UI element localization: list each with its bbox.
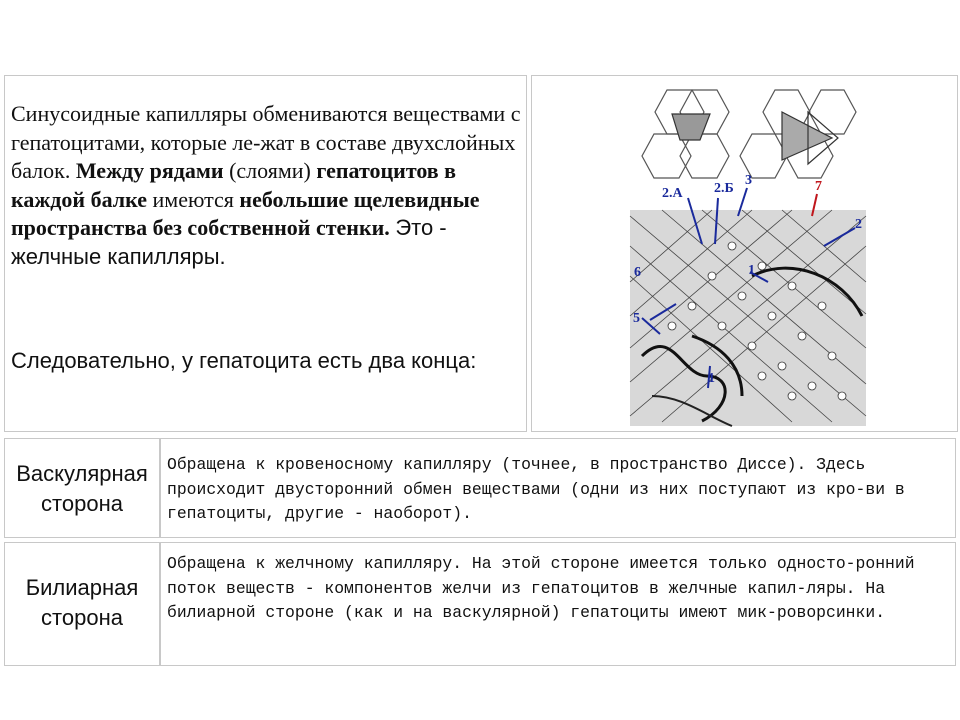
intro-text-d: имеются	[147, 186, 240, 212]
hexagon-diagram-left	[642, 90, 729, 178]
figure-label-2a: 2.А	[662, 186, 683, 201]
intro-bold-1: Между рядами	[75, 158, 224, 184]
figure-label-7: 7	[815, 179, 822, 194]
figure-label-6: 6	[634, 265, 641, 280]
figure-label-2b: 2.Б	[714, 181, 734, 196]
intro-text-c: (слоями)	[223, 158, 317, 184]
figure-label-5: 5	[633, 311, 640, 326]
figure-label-2: 2	[855, 217, 862, 232]
intro-text-e: Это - желчные капилляры.	[11, 215, 447, 269]
hexagon-diagram-right	[740, 90, 856, 178]
intro-text-a: Синусоидные капилляры обмениваются веществами с гепатоцитами, которые ле-жат в составе двухслойных балок.	[11, 101, 521, 184]
intro-paragraph	[11, 100, 526, 272]
intro-panel	[4, 75, 527, 432]
table-row-text-cell	[160, 438, 956, 538]
liver-lobule-figure	[531, 75, 958, 432]
histology-diagram	[532, 76, 957, 431]
biliary-side-label: Билиарная сторона	[25, 575, 139, 630]
table-row-label-cell	[4, 542, 160, 666]
table-row-text-cell	[160, 542, 956, 666]
table-row-label-cell	[4, 438, 160, 538]
intro-bold-3: небольшие щелевидные пространства без собственной стенки.	[11, 186, 480, 241]
vascular-side-description: Обращена к кровеносному капилляру (точнее, в пространство Диссе). Здесь происходит двусторонний обмен веществами (одни из них поступают из кро-ви в гепатоциты, другие - наоборот).	[167, 455, 905, 523]
figure-label-1-lower: 1	[708, 371, 715, 386]
intro-bold-2: гепатоцитов в каждой балке	[11, 158, 457, 212]
figure-label-3: 3	[745, 173, 752, 188]
biliary-side-description: Обращена к желчному капилляру. На этой стороне имеется только односто-ронний поток веществ - компонентов желчи из гепатоцитов в желчные капил-ляры. На билиарной стороне (как и на васкулярной) гепатоциты имеют мик-роворсинки.	[167, 554, 915, 622]
intro-conclusion: Следовательно, у гепатоцита есть два конца:	[11, 348, 477, 373]
vascular-side-label: Васкулярная сторона	[16, 461, 148, 516]
figure-label-1-upper: 1	[748, 263, 755, 278]
